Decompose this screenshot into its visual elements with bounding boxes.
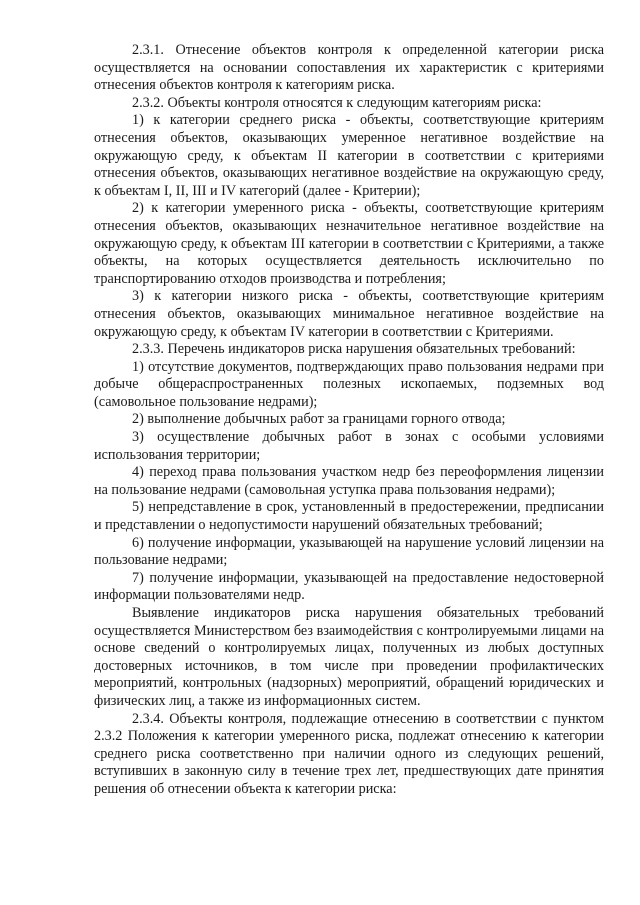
paragraph-2-3-3: 2.3.3. Перечень индикаторов риска нарушения обязательных требований: [132,341,576,358]
paragraph-indicator-detection: Выявление индикаторов риска нарушения обязательных требований осуществляется Министерством без взаимодействия с контролируемыми лицами на основе сведений о контролируемых лицах, полученных из любых доступных достоверных источников, в том числе при проведении профилактических мероприятий, контрольных (надзорных) мероприятий, обращений юридических и физических лиц, а также из информационных систем. [94,605,604,709]
indicator-item-4: 4) переход права пользования участком недр без переоформления лицензии на пользование недрами (самовольная уступка права пользования недрами); [94,464,604,498]
list-item-low-risk: 3) к категории низкого риска - объекты, соответствующие критериям отнесения объектов, оказывающих минимальное негативное воздействие на окружающую среду, к объектам IV категории в соответствии с Критериями. [94,288,604,340]
indicator-item-2: 2) выполнение добычных работ за границами горного отвода; [132,411,506,428]
paragraph-2-3-4: 2.3.4. Объекты контроля, подлежащие отнесению в соответствии с пунктом 2.3.2 Положения к категории умеренного риска, подлежат отнесению к категории среднего риска соответственно при наличии одного из следующих решений, вступивших в законную силу в течение трех лет, предшествующих дате принятия решения об отнесении объекта к категории риска: [94,710,604,797]
list-item-moderate-risk: 2) к категории умеренного риска - объекты, соответствующие критериям отнесения объектов, оказывающих незначительное негативное воздействие на окружающую среду, к объектам III категории в соответствии с Критериями, а также объекты, на которых осуществляется деятельность исключительно по транспортированию отходов производства и потребления; [94,200,604,287]
paragraph-2-3-1: 2.3.1. Отнесение объектов контроля к определенной категории риска осуществляется на основании сопоставления их характеристик с критериями отнесения объектов контроля к категориям риска. [94,42,604,94]
paragraph-2-3-2: 2.3.2. Объекты контроля относятся к следующим категориям риска: [132,94,542,111]
document-page [94,42,604,799]
indicator-item-7: 7) получение информации, указывающей на предоставление недостоверной информации пользователями недр. [94,569,604,604]
indicator-item-5: 5) непредставление в срок, установленный в предостережении, предписании и представлении о недопустимости нарушений обязательных требований; [94,499,604,534]
indicator-item-3: 3) осуществление добычных работ в зонах с особыми условиями использования территории; [94,429,604,463]
indicator-item-1: 1) отсутствие документов, подтверждающих право пользования недрами при добыче общераспространенных полезных ископаемых, подземных вод (самовольное пользование недрами); [94,358,604,410]
list-item-medium-risk: 1) к категории среднего риска - объекты, соответствующие критериям отнесения объектов, оказывающих умеренное негативное воздействие на окружающую среду, к объектам II категории в соответствии с критериями отнесения объектов, оказывающих негативное воздействие на окружающую среду, к объектам I, II, III и IV категорий (далее - Критерии); [94,112,604,199]
indicator-item-6: 6) получение информации, указывающей на нарушение условий лицензии на пользование недрами; [94,534,604,569]
